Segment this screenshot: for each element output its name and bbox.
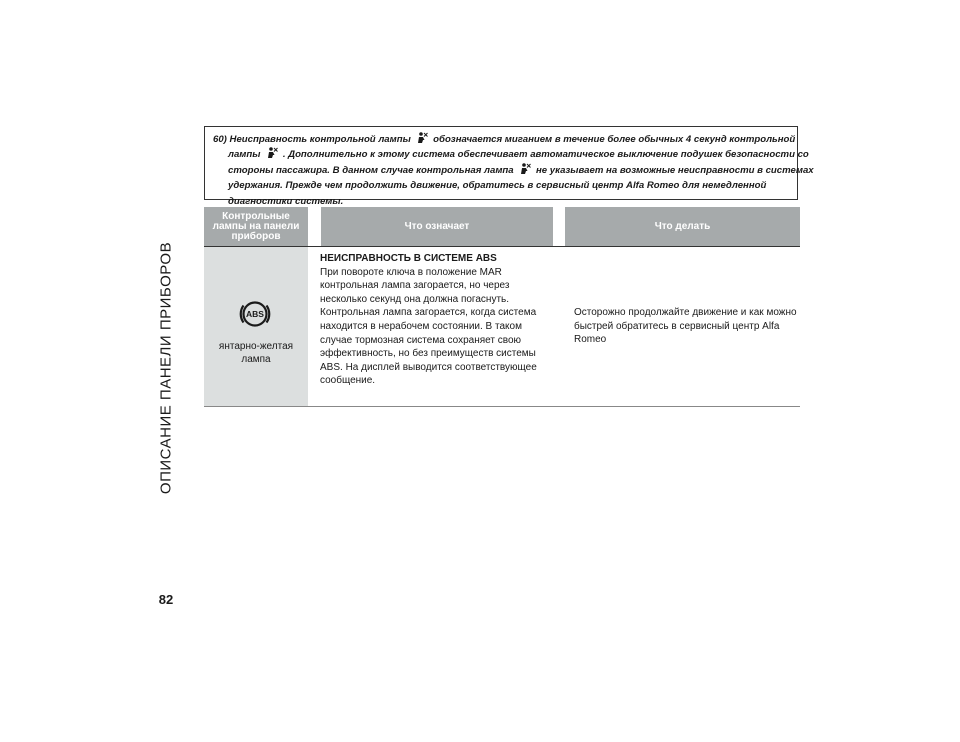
passenger-airbag-off-icon [415, 132, 428, 144]
footnote-text: лампы [228, 149, 261, 161]
svg-text:ABS: ABS [246, 309, 264, 320]
footnote-text: . Дополнительно к этому система обеспечивает автоматическое выключение подушек безопасности со [282, 149, 809, 161]
footnote-box [204, 126, 814, 207]
column-header-lamp: Контрольные лампы на панели приборов [204, 207, 308, 246]
section-title: ОПИСАНИЕ ПАНЕЛИ ПРИБОРОВ [157, 241, 175, 495]
footnote-text: не указывает на возможные неисправности в системах [535, 164, 814, 176]
meaning-text: При повороте ключа в положение MAR контрольная лампа загорается, но через несколько секунд она должна погаснуть. Контрольная лампа загорается, когда система находится в нерабочем состоянии. В таком случае тормозная система сохраняет свою эффективность, но без преимуществ системы ABS. На дисплей выводится соответствующее сообщение. [320, 266, 537, 387]
footnote-line-2 [213, 147, 809, 162]
footnote-text: обозначается миганием в течение более обычных 4 секунд контрольной [433, 134, 796, 145]
page-number: 82 [158, 592, 174, 607]
footnote-line-3 [213, 163, 814, 178]
footnote-text: 60) Неисправность контрольной лампы [213, 134, 411, 145]
column-header-meaning: Что означает [321, 207, 553, 246]
action-text: Осторожно продолжайте движение и как можно быстрей обратитесь в сервисный центр Alfa Romeo [574, 307, 797, 346]
lamp-cell [204, 247, 308, 406]
meaning-title: НЕИСПРАВНОСТЬ В СИСТЕМЕ ABS [320, 253, 497, 264]
footnote-line-5: диагностики системы. [228, 195, 344, 207]
footnote-text: стороны пассажира. В данном случае контрольная лампа [228, 164, 514, 176]
warning-lights-table [204, 207, 800, 407]
table-bottom-divider [204, 406, 800, 407]
passenger-airbag-off-icon [265, 147, 278, 159]
abs-warning-icon [236, 295, 274, 333]
passenger-airbag-off-icon [518, 163, 531, 175]
lamp-color-label: янтарно-желтая лампа [218, 341, 294, 365]
footnote-line-1 [213, 132, 796, 147]
meaning-cell [320, 252, 556, 388]
footnote-line-4: удержания. Прежде чем продолжить движение, обратитесь в сервисный центр Alfa Romeo для немедленной [228, 180, 767, 192]
column-header-action: Что делать [565, 207, 800, 246]
